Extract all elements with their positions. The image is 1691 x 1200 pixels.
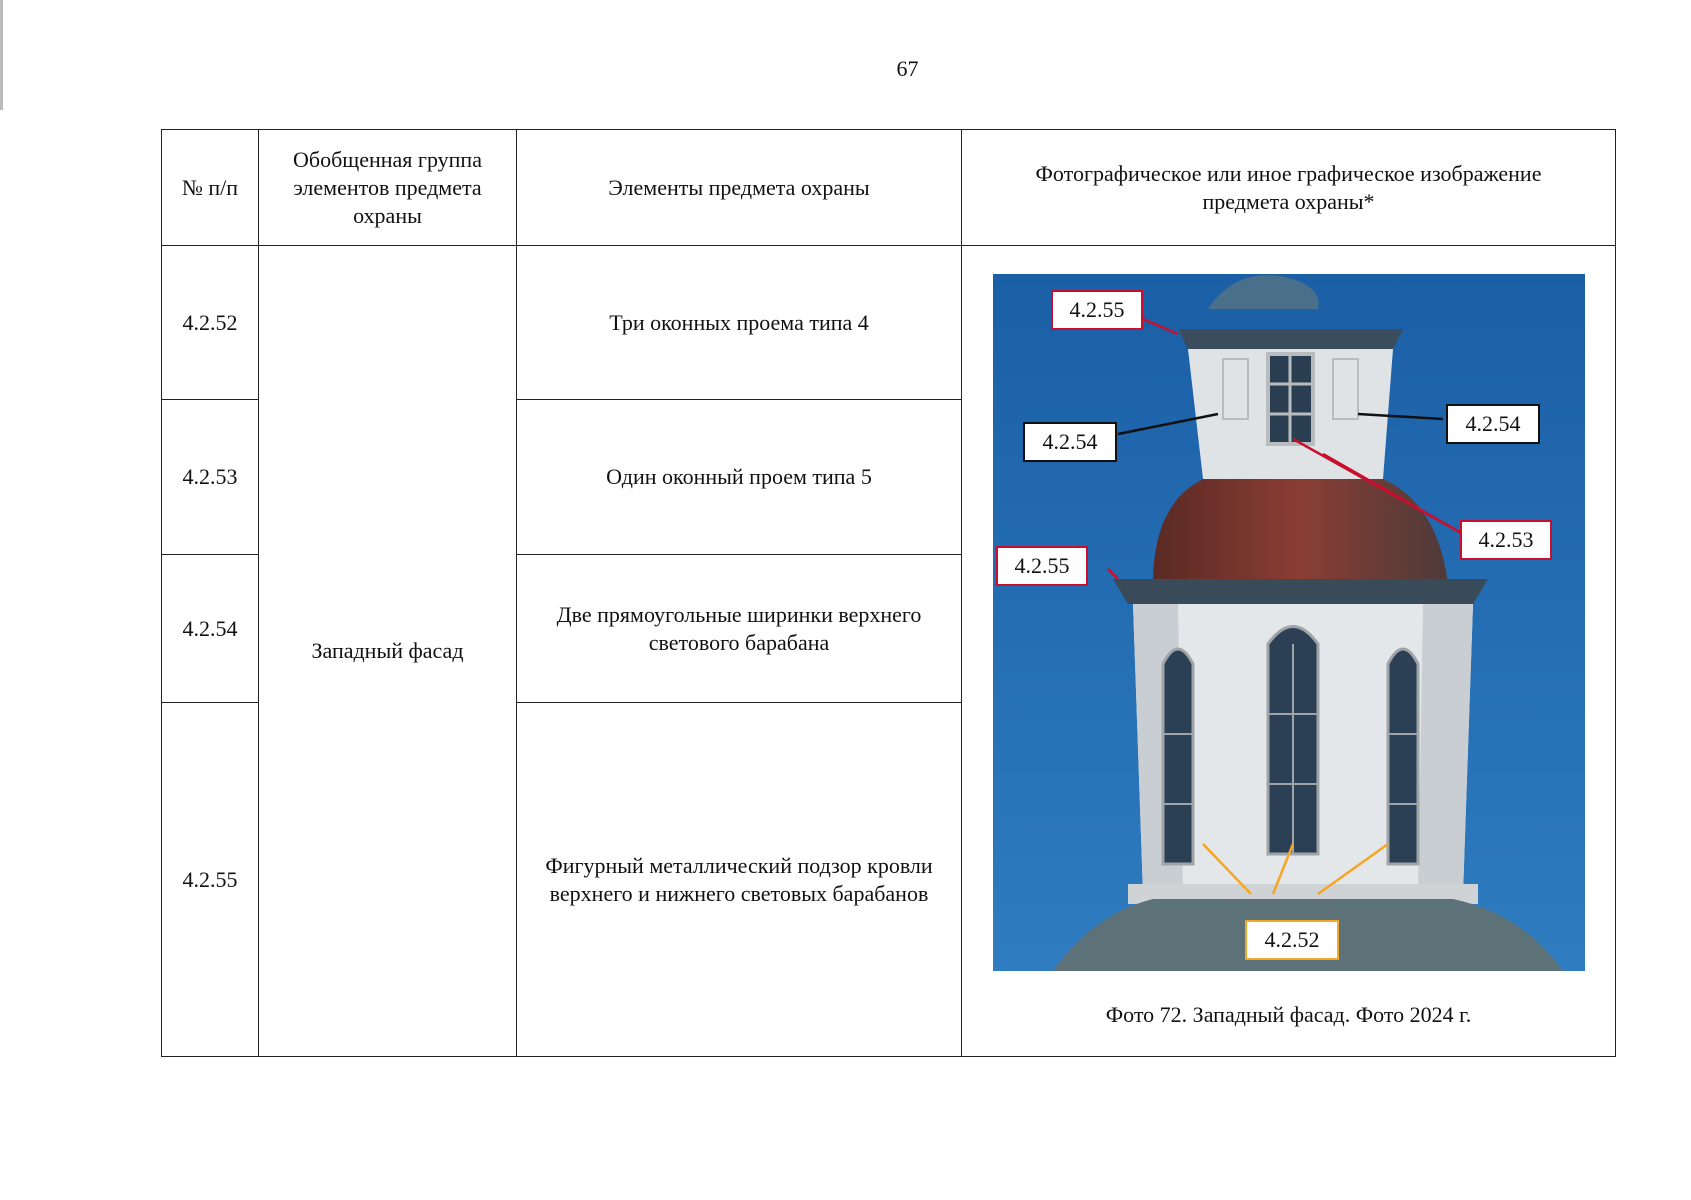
header-num: № п/п xyxy=(162,130,259,246)
row-element: Две прямоугольные ширинки верхнего светового барабана xyxy=(517,555,962,703)
callout-4-2-52: 4.2.52 xyxy=(1245,920,1339,960)
group-cell: Западный фасад xyxy=(259,246,517,1057)
row-element: Один оконный проем типа 5 xyxy=(517,400,962,555)
callout-4-2-55-upper: 4.2.55 xyxy=(1051,290,1143,330)
row-element: Фигурный металлический подзор кровли верхнего и нижнего световых барабанов xyxy=(517,703,962,1057)
callout-4-2-53: 4.2.53 xyxy=(1460,520,1552,560)
protection-table xyxy=(161,129,1616,1057)
row-num: 4.2.53 xyxy=(162,400,259,555)
row-num: 4.2.54 xyxy=(162,555,259,703)
tower-photo xyxy=(993,274,1585,971)
tower-photo-drawing xyxy=(993,274,1585,971)
table-header-row xyxy=(162,130,1616,246)
callout-4-2-55-lower: 4.2.55 xyxy=(996,546,1088,586)
row-element: Три оконных проема типа 4 xyxy=(517,246,962,400)
header-image: Фотографическое или иное графическое изображение предмета охраны* xyxy=(962,130,1616,246)
photo-cell xyxy=(962,246,1616,1057)
photo-caption: Фото 72. Западный фасад. Фото 2024 г. xyxy=(1105,1002,1472,1027)
callout-4-2-54-right: 4.2.54 xyxy=(1446,404,1540,444)
row-num: 4.2.55 xyxy=(162,703,259,1057)
page-number: 67 xyxy=(896,56,919,81)
callout-4-2-54-left: 4.2.54 xyxy=(1023,422,1117,462)
header-elements: Элементы предмета охраны xyxy=(517,130,962,246)
row-num: 4.2.52 xyxy=(162,246,259,400)
table-row xyxy=(162,246,1616,400)
scan-edge-mark xyxy=(0,0,3,110)
header-group: Обобщенная группа элементов предмета охраны xyxy=(259,130,517,246)
